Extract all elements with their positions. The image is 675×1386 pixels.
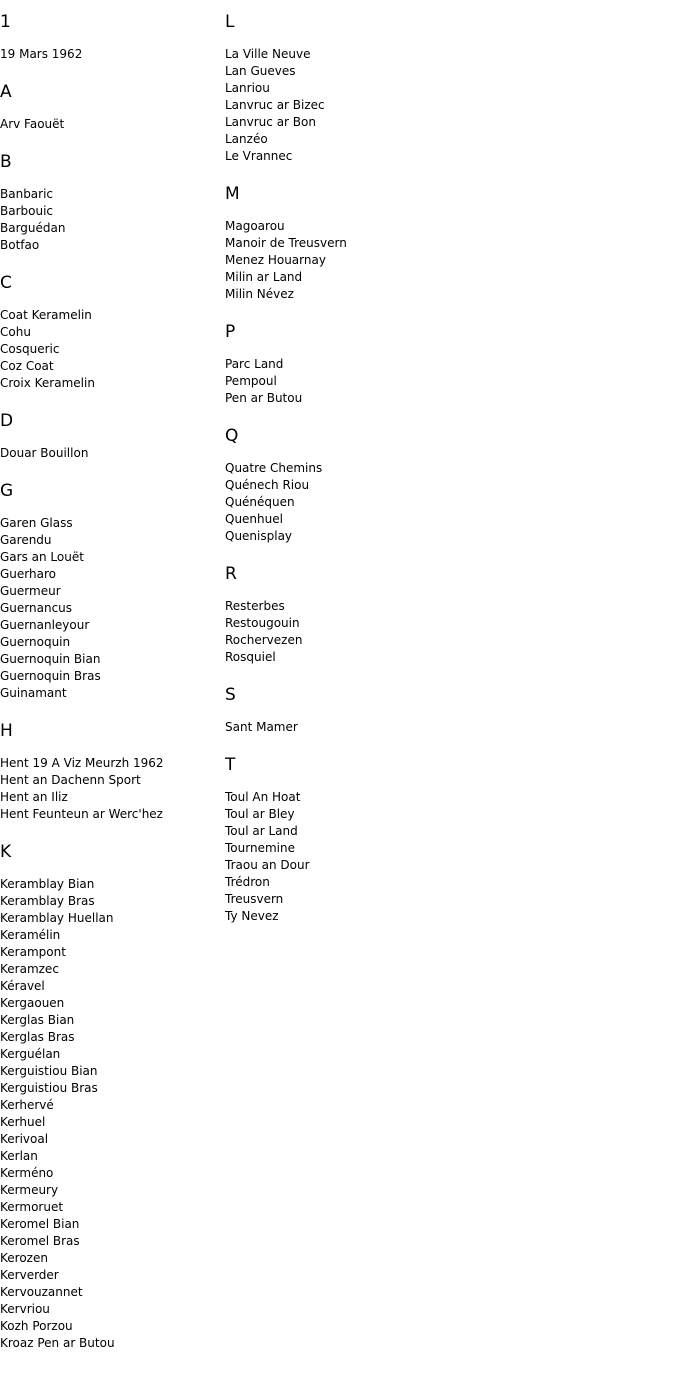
list-item [0,1335,225,1352]
list-item [0,944,225,961]
letter-group [0,842,225,1352]
list-item [225,131,525,148]
street-list [0,515,225,702]
street-index-right-column [225,0,525,944]
list-item [0,515,225,532]
list-item [0,1063,225,1080]
letter-heading: P [225,322,236,342]
letter-group [0,411,225,462]
street-link[interactable]: Hent an Dachenn Sport [0,773,141,787]
street-link[interactable]: Coz Coat [0,359,54,373]
list-item [225,632,525,649]
list-item [0,307,225,324]
street-link[interactable]: Kerhervé [0,1098,54,1112]
list-item [0,789,225,806]
street-link[interactable]: Banbaric [0,187,54,201]
street-link[interactable]: Quénech Riou [225,478,310,492]
list-item [225,148,525,165]
street-link[interactable]: Keramblay Bian [0,877,95,891]
letter-group [225,564,525,666]
street-list [0,755,225,823]
street-link[interactable]: Keromel Bian [0,1217,80,1231]
list-item [225,649,525,666]
list-item [225,460,525,477]
street-link[interactable]: Keramblay Bras [0,894,95,908]
list-item [0,203,225,220]
list-item [0,549,225,566]
street-list [0,46,225,63]
street-link[interactable]: Lan Gueves [225,64,296,78]
street-link[interactable]: Guernanleyour [0,618,90,632]
list-item [0,1012,225,1029]
street-link[interactable]: Kerivoal [0,1132,49,1146]
list-item [0,600,225,617]
street-link[interactable]: Treusvern [225,892,284,906]
letter-group [225,755,525,925]
list-item [225,97,525,114]
list-item [225,373,525,390]
letter-heading: R [225,564,237,584]
street-link[interactable]: Kerguistiou Bian [0,1064,98,1078]
letter-heading: T [225,755,236,775]
street-list [225,598,525,666]
list-item [0,1267,225,1284]
list-item [0,1165,225,1182]
street-link[interactable]: Lanvruc ar Bizec [225,98,325,112]
list-item [225,252,525,269]
list-item [225,80,525,97]
letter-group [0,273,225,392]
street-link[interactable]: Kerhuel [0,1115,46,1129]
street-link[interactable]: Quatre Chemins [225,461,323,475]
list-item [0,1301,225,1318]
street-list [225,46,525,165]
list-item [0,755,225,772]
street-link[interactable]: Tournemine [225,841,295,855]
street-link[interactable]: Keramélin [0,928,61,942]
list-item [225,857,525,874]
list-item [0,668,225,685]
list-item [225,806,525,823]
street-link[interactable]: Toul ar Bley [225,807,295,821]
list-item [225,891,525,908]
letter-heading: G [0,481,14,501]
street-link[interactable]: Menez Houarnay [225,253,326,267]
list-item [0,1233,225,1250]
letter-group [225,685,525,736]
list-item [0,995,225,1012]
list-item [0,893,225,910]
street-link[interactable]: Pen ar Butou [225,391,303,405]
street-link[interactable]: Guernoquin [0,635,71,649]
list-item [225,823,525,840]
street-link[interactable]: Le Vrannec [225,149,293,163]
letter-heading: K [0,842,12,862]
list-item [225,908,525,925]
street-link[interactable]: La Ville Neuve [225,47,311,61]
list-item [0,1080,225,1097]
list-item [0,961,225,978]
list-item [0,220,225,237]
street-link[interactable]: Keromel Bras [0,1234,80,1248]
letter-heading: L [225,12,235,32]
letter-group [225,322,525,407]
list-item [225,269,525,286]
street-link[interactable]: Milin ar Land [225,270,303,284]
list-item [0,1216,225,1233]
list-item [225,598,525,615]
street-link[interactable]: Kerverder [0,1268,59,1282]
list-item [225,789,525,806]
list-item [0,324,225,341]
list-item [225,235,525,252]
street-list [225,356,525,407]
letter-group [0,82,225,133]
street-link[interactable]: Arv Faouët [0,117,65,131]
street-link[interactable]: Kerlan [0,1149,38,1163]
list-item [0,1284,225,1301]
street-link[interactable]: Kervriou [0,1302,50,1316]
street-link[interactable]: Rosquiel [225,650,276,664]
street-link[interactable]: Trédron [225,875,270,889]
list-item [0,1148,225,1165]
street-link[interactable]: Kerampont [0,945,66,959]
street-link[interactable]: Guermeur [0,584,61,598]
street-link[interactable]: Douar Bouillon [0,446,89,460]
list-item [225,494,525,511]
street-link[interactable]: Toul An Hoat [225,790,301,804]
list-item [0,978,225,995]
street-link[interactable]: Coat Keramelin [0,308,92,322]
list-item [225,874,525,891]
street-link[interactable]: Keramzec [0,962,59,976]
street-link[interactable]: Lanzéo [225,132,268,146]
street-link[interactable]: Sant Mamer [225,720,298,734]
list-item [0,806,225,823]
letter-group [0,12,225,63]
street-list [0,116,225,133]
letter-group [0,721,225,823]
street-link[interactable]: Keramblay Huellan [0,911,114,925]
street-link[interactable]: Kermeury [0,1183,59,1197]
list-item [225,477,525,494]
street-link[interactable]: Rochervezen [225,633,303,647]
street-list [225,218,525,303]
street-link[interactable]: Garen Glass [0,516,73,530]
list-item [0,1182,225,1199]
street-link[interactable]: Kozh Porzou [0,1319,73,1333]
street-link[interactable]: Quenisplay [225,529,293,543]
street-list [0,307,225,392]
list-item [225,114,525,131]
street-link[interactable]: Kroaz Pen ar Butou [0,1336,115,1350]
street-link[interactable]: Lanvruc ar Bon [225,115,316,129]
street-link[interactable]: Milin Névez [225,287,294,301]
street-link[interactable]: Gars an Louët [0,550,84,564]
street-link[interactable]: Guerharo [0,567,56,581]
street-link[interactable]: Kergaouen [0,996,65,1010]
list-item [225,218,525,235]
letter-heading: S [225,685,236,705]
street-link[interactable]: 19 Mars 1962 [0,47,83,61]
street-link[interactable]: Quénéquen [225,495,295,509]
list-item [0,617,225,634]
list-item [0,583,225,600]
street-link[interactable]: Garendu [0,533,52,547]
street-link[interactable]: Resterbes [225,599,285,613]
street-link[interactable]: Quenhuel [225,512,283,526]
letter-heading: D [0,411,14,431]
list-item [0,1046,225,1063]
street-link[interactable]: Kerméno [0,1166,54,1180]
street-link[interactable]: Magoarou [225,219,285,233]
list-item [0,532,225,549]
letter-group [225,184,525,303]
list-item [225,511,525,528]
street-link[interactable]: Barbouic [0,204,54,218]
list-item [225,63,525,80]
list-item [0,237,225,254]
street-link[interactable]: Cohu [0,325,31,339]
street-link[interactable]: Botfao [0,238,40,252]
list-item [0,876,225,893]
list-item [0,566,225,583]
street-link[interactable]: Pempoul [225,374,277,388]
list-item [225,840,525,857]
list-item [225,46,525,63]
street-link[interactable]: Cosqueric [0,342,60,356]
street-list [225,719,525,736]
street-link[interactable]: Manoir de Treusvern [225,236,347,250]
letter-group [0,152,225,254]
street-list [0,876,225,1352]
street-link[interactable]: Kervouzannet [0,1285,83,1299]
street-link[interactable]: Kéravel [0,979,45,993]
street-link[interactable]: Guernancus [0,601,73,615]
letter-heading: C [0,273,12,293]
street-link[interactable]: Ty Nevez [225,909,279,923]
list-item [0,1318,225,1335]
letter-heading: Q [225,426,239,446]
letter-heading: B [0,152,12,172]
street-link[interactable]: Guinamant [0,686,67,700]
street-link[interactable]: Kerozen [0,1251,48,1265]
street-link[interactable]: Hent 19 A Viz Meurzh 1962 [0,756,164,770]
street-link[interactable]: Lanriou [225,81,270,95]
list-item [0,910,225,927]
street-link[interactable]: Barguédan [0,221,66,235]
list-item [0,1114,225,1131]
street-link[interactable]: Hent an Iliz [0,790,68,804]
list-item [0,651,225,668]
street-list [225,789,525,925]
list-item [0,358,225,375]
list-item [0,1097,225,1114]
street-list [225,460,525,545]
list-item [225,615,525,632]
list-item [0,341,225,358]
list-item [0,1131,225,1148]
street-link[interactable]: Guernoquin Bian [0,652,101,666]
street-link[interactable]: Parc Land [225,357,284,371]
letter-group [225,12,525,165]
street-link[interactable]: Hent Feunteun ar Werc'hez [0,807,163,821]
letter-heading: H [0,721,13,741]
street-link[interactable]: Kerglas Bian [0,1013,75,1027]
street-link[interactable]: Restougouin [225,616,300,630]
list-item [0,634,225,651]
list-item [225,356,525,373]
list-item [0,116,225,133]
list-item [225,528,525,545]
street-link[interactable]: Traou an Dour [225,858,310,872]
letter-group [225,426,525,545]
street-link[interactable]: Kerguistiou Bras [0,1081,98,1095]
letter-heading: 1 [0,12,11,32]
list-item [0,1029,225,1046]
list-item [0,186,225,203]
street-link[interactable]: Guernoquin Bras [0,669,101,683]
street-link[interactable]: Kermoruet [0,1200,64,1214]
list-item [0,46,225,63]
street-list [0,445,225,462]
list-item [225,286,525,303]
letter-heading: M [225,184,240,204]
street-link[interactable]: Kerglas Bras [0,1030,75,1044]
street-index-left-column [0,0,225,1371]
list-item [0,685,225,702]
list-item [0,772,225,789]
street-link[interactable]: Croix Keramelin [0,376,95,390]
list-item [225,719,525,736]
list-item [0,927,225,944]
letter-group [0,481,225,702]
list-item [225,390,525,407]
letter-heading: A [0,82,12,102]
list-item [0,1250,225,1267]
street-link[interactable]: Toul ar Land [225,824,298,838]
street-link[interactable]: Kerguélan [0,1047,61,1061]
list-item [0,445,225,462]
street-list [0,186,225,254]
list-item [0,375,225,392]
list-item [0,1199,225,1216]
